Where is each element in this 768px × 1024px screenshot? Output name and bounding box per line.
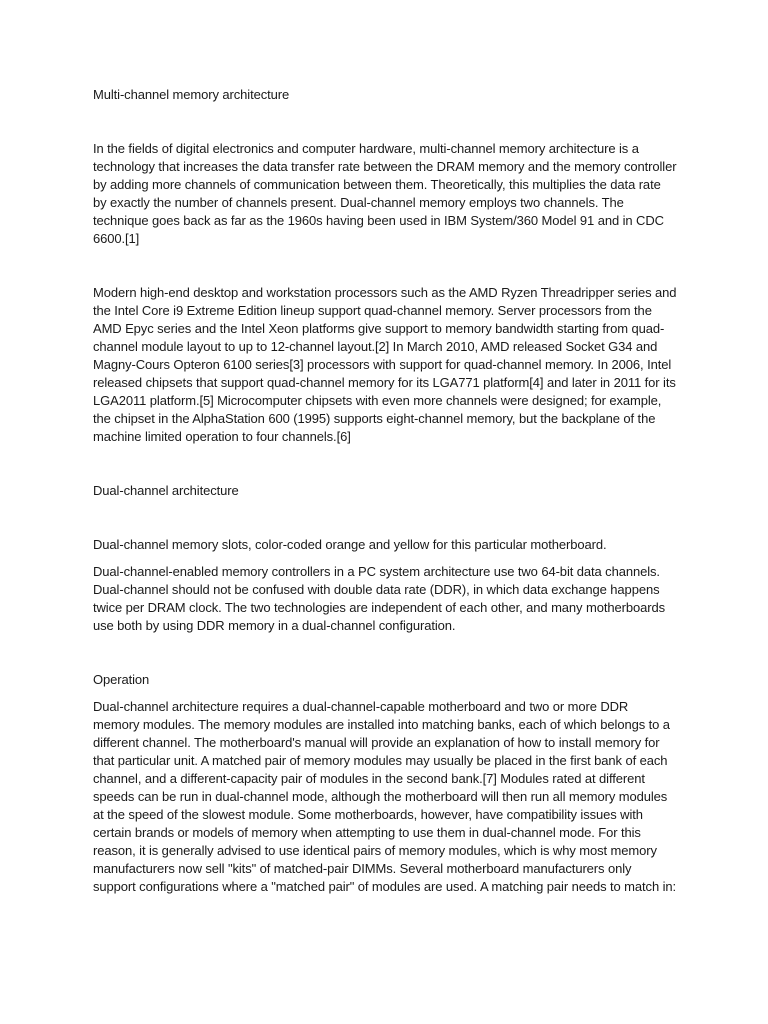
intro-paragraph: In the fields of digital electronics and computer hardware, multi-channel memory architecture is a technology that increases the data transfer rate between the DRAM memory and the memory controller by adding more channels of communication between them. Theoretically, this multiplies the data rate by exactly the number of channels present. Dual-channel memory employs two channels. The technique goes back as far as the 1960s having been used in IBM System/360 Model 91 and in CDC 6600.[1] xyxy=(93,141,677,246)
document-page xyxy=(93,86,677,896)
dual-channel-paragraph: Dual-channel-enabled memory controllers in a PC system architecture use two 64-bit data channels. Dual-channel should not be confused with double data rate (DDR), in which data exchange happens twice per DRAM clock. The two technologies are independent of each other, and many motherboards use both by using DDR memory in a dual-channel configuration. xyxy=(93,564,665,633)
operation-paragraph: Dual-channel architecture requires a dual-channel-capable motherboard and two or more DDR memory modules. The memory modules are installed into matching banks, each of which belongs to a different channel. The motherboard's manual will provide an explanation of how to install memory for that particular unit. A matched pair of memory modules may usually be placed in the first bank of each channel, and a different-capacity pair of modules in the second bank.[7] Modules rated at different speeds can be run in dual-channel mode, although the motherboard will then run all memory modules at the speed of the slowest module. Some motherboards, however, have compatibility issues with certain brands or models of memory when attempting to use them in dual-channel mode. For this reason, it is generally advised to use identical pairs of memory modules, which is why most memory manufacturers now sell "kits" of matched-pair DIMMs. Several motherboard manufacturers only support configurations where a "matched pair" of modules are used. A matching pair needs to match in: xyxy=(93,699,677,894)
document-title: Multi-channel memory architecture xyxy=(93,87,290,102)
operation-heading: Operation xyxy=(93,672,150,687)
dual-channel-heading: Dual-channel architecture xyxy=(93,483,239,498)
history-paragraph: Modern high-end desktop and workstation processors such as the AMD Ryzen Threadripper series and the Intel Core i9 Extreme Edition lineup support quad-channel memory. Server processors from the AMD Epyc series and the Intel Xeon platforms give support to memory bandwidth starting from quad-channel module layout to up to 12-channel layout.[2] In March 2010, AMD released Socket G34 and Magny-Cours Opteron 6100 series[3] processors with support for quad-channel memory. In 2006, Intel released chipsets that support quad-channel memory for its LGA771 platform[4] and later in 2011 for its LGA2011 platform.[5] Microcomputer chipsets with even more channels were designed; for example, the chipset in the AlphaStation 600 (1995) supports eight-channel memory, but the backplane of the machine limited operation to four channels.[6] xyxy=(93,285,677,444)
image-caption: Dual-channel memory slots, color-coded orange and yellow for this particular motherboard. xyxy=(93,537,607,552)
